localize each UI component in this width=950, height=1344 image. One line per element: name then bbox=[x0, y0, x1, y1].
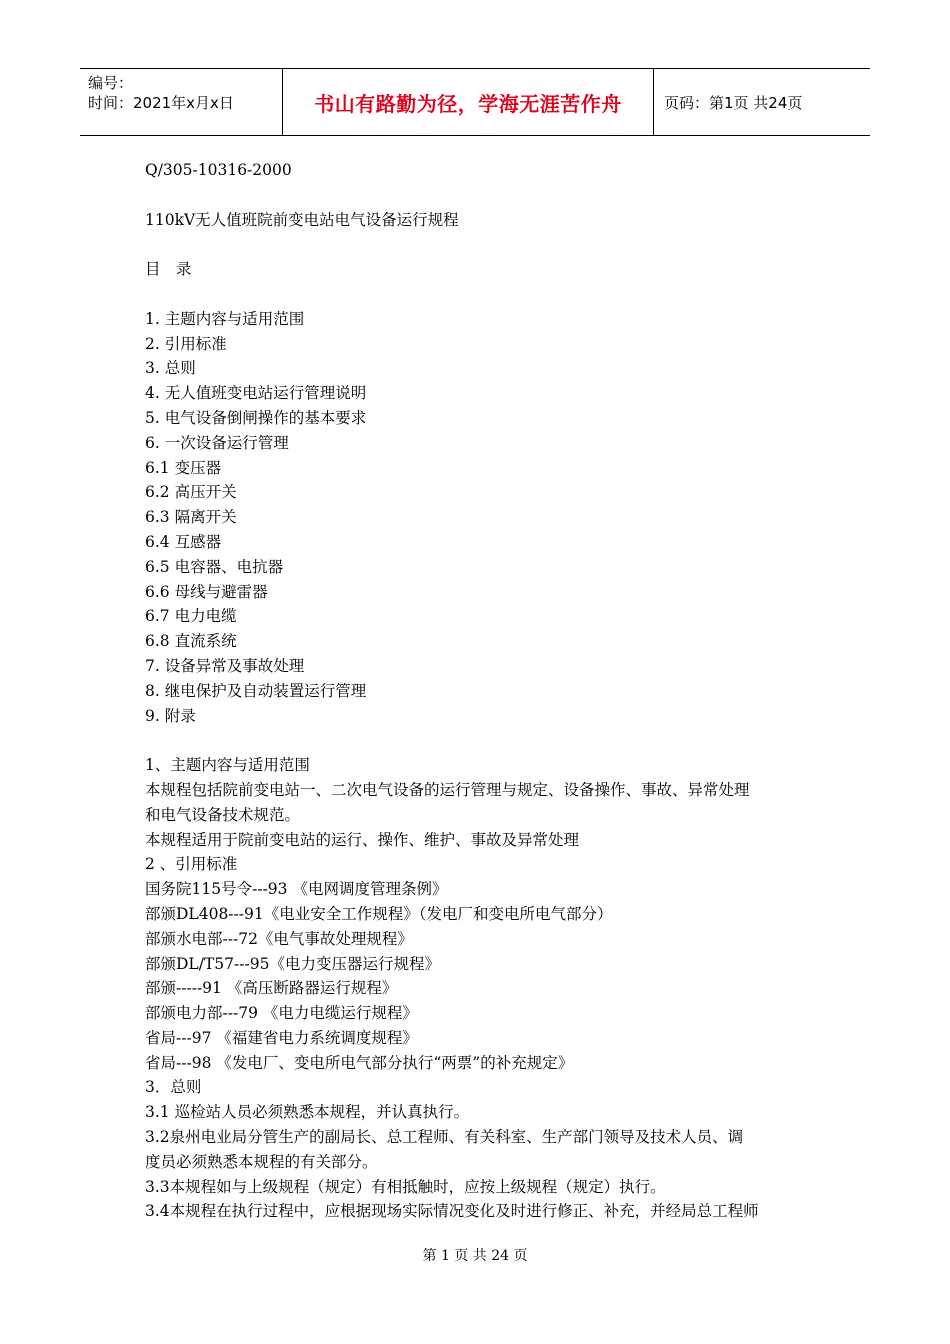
toc-item: 6.5 电容器、电抗器 bbox=[145, 557, 284, 576]
toc-item: 5. 电气设备倒闸操作的基本要求 bbox=[145, 408, 367, 427]
toc-item: 4. 无人值班变电站运行管理说明 bbox=[145, 384, 367, 403]
toc-item: 6.3 隔离开关 bbox=[145, 508, 237, 527]
document-date: 时间：2021年x月x日 bbox=[88, 94, 234, 112]
reference-item: 部颁DL408---91《电业安全工作规程》（发电厂和变电所电气部分） bbox=[145, 904, 613, 923]
reference-item: 部颁DL/T57---95《电力变压器运行规程》 bbox=[145, 954, 440, 973]
reference-item: 部颁电力部---79 《电力电缆运行规程》 bbox=[145, 1004, 418, 1023]
body-line: 本规程包括院前变电站一、二次电气设备的运行管理与规定、设备操作、事故、异常处理 bbox=[145, 780, 750, 799]
reference-item: 省局---98 《发电厂、变电所电气部分执行“两票”的补充规定》 bbox=[145, 1053, 574, 1072]
body-line: 和电气设备技术规范。 bbox=[145, 805, 301, 824]
body-line: 3.2泉州电业局分管生产的副局长、总工程师、有关科室、生产部门领导及技术人员、调 bbox=[145, 1128, 744, 1147]
toc-item: 6.2 高压开关 bbox=[145, 483, 237, 502]
toc-item: 9. 附录 bbox=[145, 706, 196, 725]
table-of-contents bbox=[145, 307, 815, 729]
document-title: 110kV无人值班院前变电站电气设备运行规程 bbox=[145, 210, 459, 229]
toc-item: 6.6 母线与避雷器 bbox=[145, 582, 268, 601]
header-motto: 书山有路勤为径，学海无涯苦作舟 bbox=[314, 91, 622, 116]
toc-item: 6.1 变压器 bbox=[145, 458, 222, 477]
toc-item: 6.8 直流系统 bbox=[145, 632, 237, 651]
footer-page-number: 第 1 页 共 24 页 bbox=[422, 1248, 528, 1264]
reference-item: 部颁水电部---72《电气事故处理规程》 bbox=[145, 929, 413, 948]
page-header bbox=[80, 68, 870, 136]
document-code: Q/305-10316-2000 bbox=[145, 161, 292, 179]
toc-item: 3. 总则 bbox=[145, 359, 196, 378]
body-line: 3.1 巡检站人员必须熟悉本规程，并认真执行。 bbox=[145, 1103, 470, 1122]
header-motto-cell bbox=[282, 69, 654, 135]
toc-item: 1. 主题内容与适用范围 bbox=[145, 309, 305, 328]
toc-item: 2. 引用标准 bbox=[145, 334, 227, 353]
section-heading: 1、主题内容与适用范围 bbox=[145, 756, 310, 775]
toc-item: 6. 一次设备运行管理 bbox=[145, 433, 289, 452]
toc-heading: 目 录 bbox=[145, 260, 192, 279]
body-line: 3.4本规程在执行过程中，应根据现场实际情况变化及时进行修正、补充，并经局总工程师 bbox=[145, 1202, 759, 1221]
page-footer bbox=[0, 1245, 950, 1265]
toc-item: 8. 继电保护及自动装置运行管理 bbox=[145, 681, 367, 700]
header-left-cell bbox=[80, 69, 282, 135]
body-line: 本规程适用于院前变电站的运行、操作、维护、事故及异常处理 bbox=[145, 830, 580, 849]
reference-item: 省局---97 《福建省电力系统调度规程》 bbox=[145, 1028, 418, 1047]
toc-item: 6.7 电力电缆 bbox=[145, 607, 237, 626]
toc-item: 7. 设备异常及事故处理 bbox=[145, 656, 305, 675]
document-body bbox=[145, 158, 815, 1224]
reference-item: 部颁-----91 《高压断路器运行规程》 bbox=[145, 979, 398, 998]
header-page-info: 页码：第1页 共24页 bbox=[664, 93, 803, 112]
header-page-cell bbox=[654, 69, 870, 135]
body-text bbox=[145, 753, 815, 1224]
body-line: 度员必须熟悉本规程的有关部分。 bbox=[145, 1152, 378, 1171]
document-number-label: 编号： bbox=[88, 74, 134, 92]
toc-item: 6.4 互感器 bbox=[145, 532, 222, 551]
section-heading: 3．总则 bbox=[145, 1078, 202, 1097]
section-heading: 2 、引用标准 bbox=[145, 855, 238, 874]
reference-item: 国务院115号令---93 《电网调度管理条例》 bbox=[145, 880, 448, 899]
body-line: 3.3本规程如与上级规程（规定）有相抵触时，应按上级规程（规定）执行。 bbox=[145, 1177, 666, 1196]
